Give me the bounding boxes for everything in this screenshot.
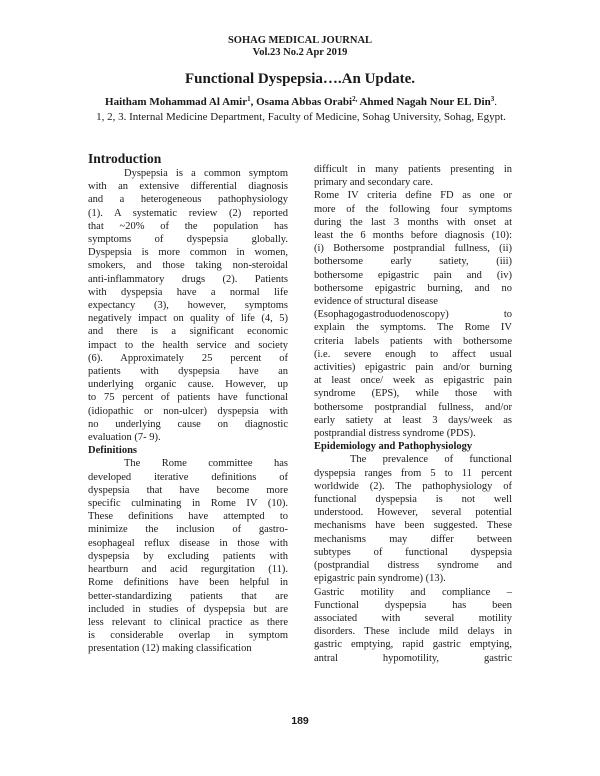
text-line: expectancy (3), however, symptoms (88, 300, 288, 312)
text-line: minimize the inclusion of gastro- (88, 524, 288, 536)
continued-paragraph (314, 163, 512, 189)
text-line: developed iterative definitions of (88, 471, 288, 483)
text-line: mechanisms may differ between (314, 533, 512, 545)
text-line: (1). A systematic review (2) reported (88, 207, 288, 219)
text-line: and there is a significant economic (88, 326, 288, 338)
text-line: understood. However, several potential (314, 507, 512, 519)
affiliation: 1, 2, 3. Internal Medicine Department, Faculty of Medicine, Sohag University, Sohag, Egypt. (96, 111, 506, 123)
text-line: difficult in many patients presenting in (314, 164, 512, 175)
text-line: that ~20% of the population has (88, 220, 288, 232)
epidemiology-heading: Epidemiology and Pathophysiology (314, 441, 473, 453)
introduction-heading: Introduction (88, 151, 162, 166)
text-line: worldwide (2). The pathophysiology of (314, 480, 512, 492)
text-line: symptoms of dyspepsia globally. (88, 234, 288, 246)
text-line: negatively impact on quality of life (4, 5) (88, 313, 288, 325)
text-line: antral hypomotility, gastric (314, 652, 512, 664)
text-line: syndrome (EPS), while those with (314, 388, 512, 400)
journal-volume: Vol.23 No.2 Apr 2019 (252, 47, 348, 58)
text-line: early satiety at least 3 days/week as (314, 414, 512, 426)
text-line: to 75 percent of patients have functional (88, 392, 288, 404)
text-line: bothersome epigastric pain and (iv) (314, 269, 512, 281)
text-line: postprandial distress syndrome (PDS). (314, 428, 476, 440)
text-line: (postprandial distress syndrome and (314, 560, 512, 572)
text-line: smokers, and those taking non-steroidal (88, 260, 288, 272)
rome-criteria-paragraph (314, 189, 512, 440)
text-line: patients with dyspepsia have an (88, 366, 288, 378)
right-column (314, 163, 512, 665)
text-line: subtypes of functional dyspepsia (314, 546, 512, 558)
text-line: during the last 3 months with onset at (314, 216, 512, 228)
text-line: Dyspepsia is more common in women, (88, 247, 288, 259)
text-line: is considerable overlap in symptom (88, 630, 288, 642)
epidemiology-paragraph (314, 453, 512, 585)
text-line: with dyspepsia have a normal life (88, 286, 288, 298)
author-1: Haitham Mohammad Al Amir (105, 96, 248, 108)
text-line: more of the following four symptoms (314, 203, 512, 215)
definitions-heading: Definitions (88, 445, 138, 457)
text-line: no underlying cause on diagnostic (88, 418, 288, 430)
author-2: , Osama Abbas Orabi (250, 96, 353, 108)
text-line: anti-inflammatory drugs (2). Patients (88, 273, 288, 285)
journal-header (0, 35, 600, 59)
text-line: The Rome committee has (124, 458, 288, 470)
author-3: Ahmed Nagah Nour EL Din (357, 96, 491, 108)
text-line: (6). Approximately 25 percent of (88, 352, 288, 364)
text-line: underlying organic cause. However, up (88, 379, 288, 391)
text-line: Gastric motility and compliance – (314, 586, 512, 598)
text-line: (idiopathic or non-ulcer) dyspepsia with (88, 405, 288, 417)
text-line: specific culminating in Rome IV (10). (88, 498, 288, 510)
author-2-mark: 2, (352, 95, 358, 103)
text-line: least the 6 months before diagnosis (10): (314, 230, 512, 242)
text-line: functional dyspepsia is not well (314, 494, 512, 506)
author-block (86, 95, 516, 125)
text-line: The prevalence of functional (350, 454, 512, 466)
text-line: (i) Bothersome postprandial fullness, (ii) (314, 243, 512, 255)
text-line: Dyspepsia is a common symptom (124, 168, 288, 179)
text-line: primary and secondary care. (314, 177, 433, 189)
text-line: (Esophagogastroduodenoscopy) to (314, 309, 512, 321)
text-line: bothersome postprandial fullness, and/or (314, 401, 512, 413)
text-line: better-standardizing patients that are (88, 590, 288, 602)
author-3-mark: 3 (490, 95, 495, 103)
text-line: dyspepsia that have become more (88, 484, 288, 496)
text-line: bothersome epigastric burning, and no (314, 282, 512, 294)
text-line: impact to the health service and society (88, 339, 288, 351)
text-line: explain the symptoms. The Rome IV (314, 322, 512, 334)
left-column (88, 151, 288, 656)
definitions-paragraph (88, 457, 288, 655)
text-line: activities) epigastric pain and/or burning (314, 362, 512, 374)
text-line: with an extensive differential diagnosis (88, 181, 288, 193)
text-line: evidence of structural disease (314, 296, 438, 308)
text-line: evaluation (7- 9). (88, 432, 161, 444)
intro-paragraph (88, 167, 288, 444)
text-line: gastric emptying, rapid gastric emptying, (314, 639, 512, 651)
text-line: less relevant to clinical practice as there (88, 616, 288, 628)
text-line: Rome definitions have been helpful in (88, 577, 288, 589)
text-line: presentation (12) making classification (88, 643, 252, 655)
text-line: esophageal reflux disease in those with (88, 537, 288, 549)
author-end: . (494, 96, 497, 108)
author-names (105, 96, 494, 108)
article-title: Functional Dyspepsia….An Update. (184, 71, 416, 87)
text-line: These definitions have attempted to (88, 511, 288, 523)
text-line: bothersome early satiety, (iii) (314, 256, 512, 268)
text-line: mechanisms have been suggested. These (314, 520, 512, 532)
text-line: Functional dyspepsia has been (314, 599, 512, 611)
text-line: disorders. These include mild delays in (314, 626, 512, 638)
text-line: epigastric pain syndrome) (13). (314, 573, 446, 585)
text-line: dyspepsia ranges from 5 to 11 percent (314, 467, 512, 479)
text-line: (i.e. severe enough to affect usual (314, 348, 512, 360)
author-1-mark: 1 (247, 95, 251, 103)
journal-name: SOHAG MEDICAL JOURNAL (227, 35, 373, 46)
text-line: at least once/ week as epigastric pain (314, 375, 512, 387)
text-line: Rome IV criteria define FD as one or (314, 190, 512, 202)
text-line: and a heterogeneous pathophysiology (88, 194, 288, 206)
text-line: dyspepsia by excluding patients with (88, 550, 288, 562)
text-line: included in studies of dyspepsia but are (88, 603, 288, 615)
motility-paragraph (314, 586, 512, 665)
page-number: 189 (291, 715, 309, 727)
text-line: criteria labels patients with bothersome (314, 335, 512, 347)
text-line: associated with several motility (314, 612, 512, 624)
text-line: heartburn and acid regurgitation (11). (88, 564, 288, 576)
